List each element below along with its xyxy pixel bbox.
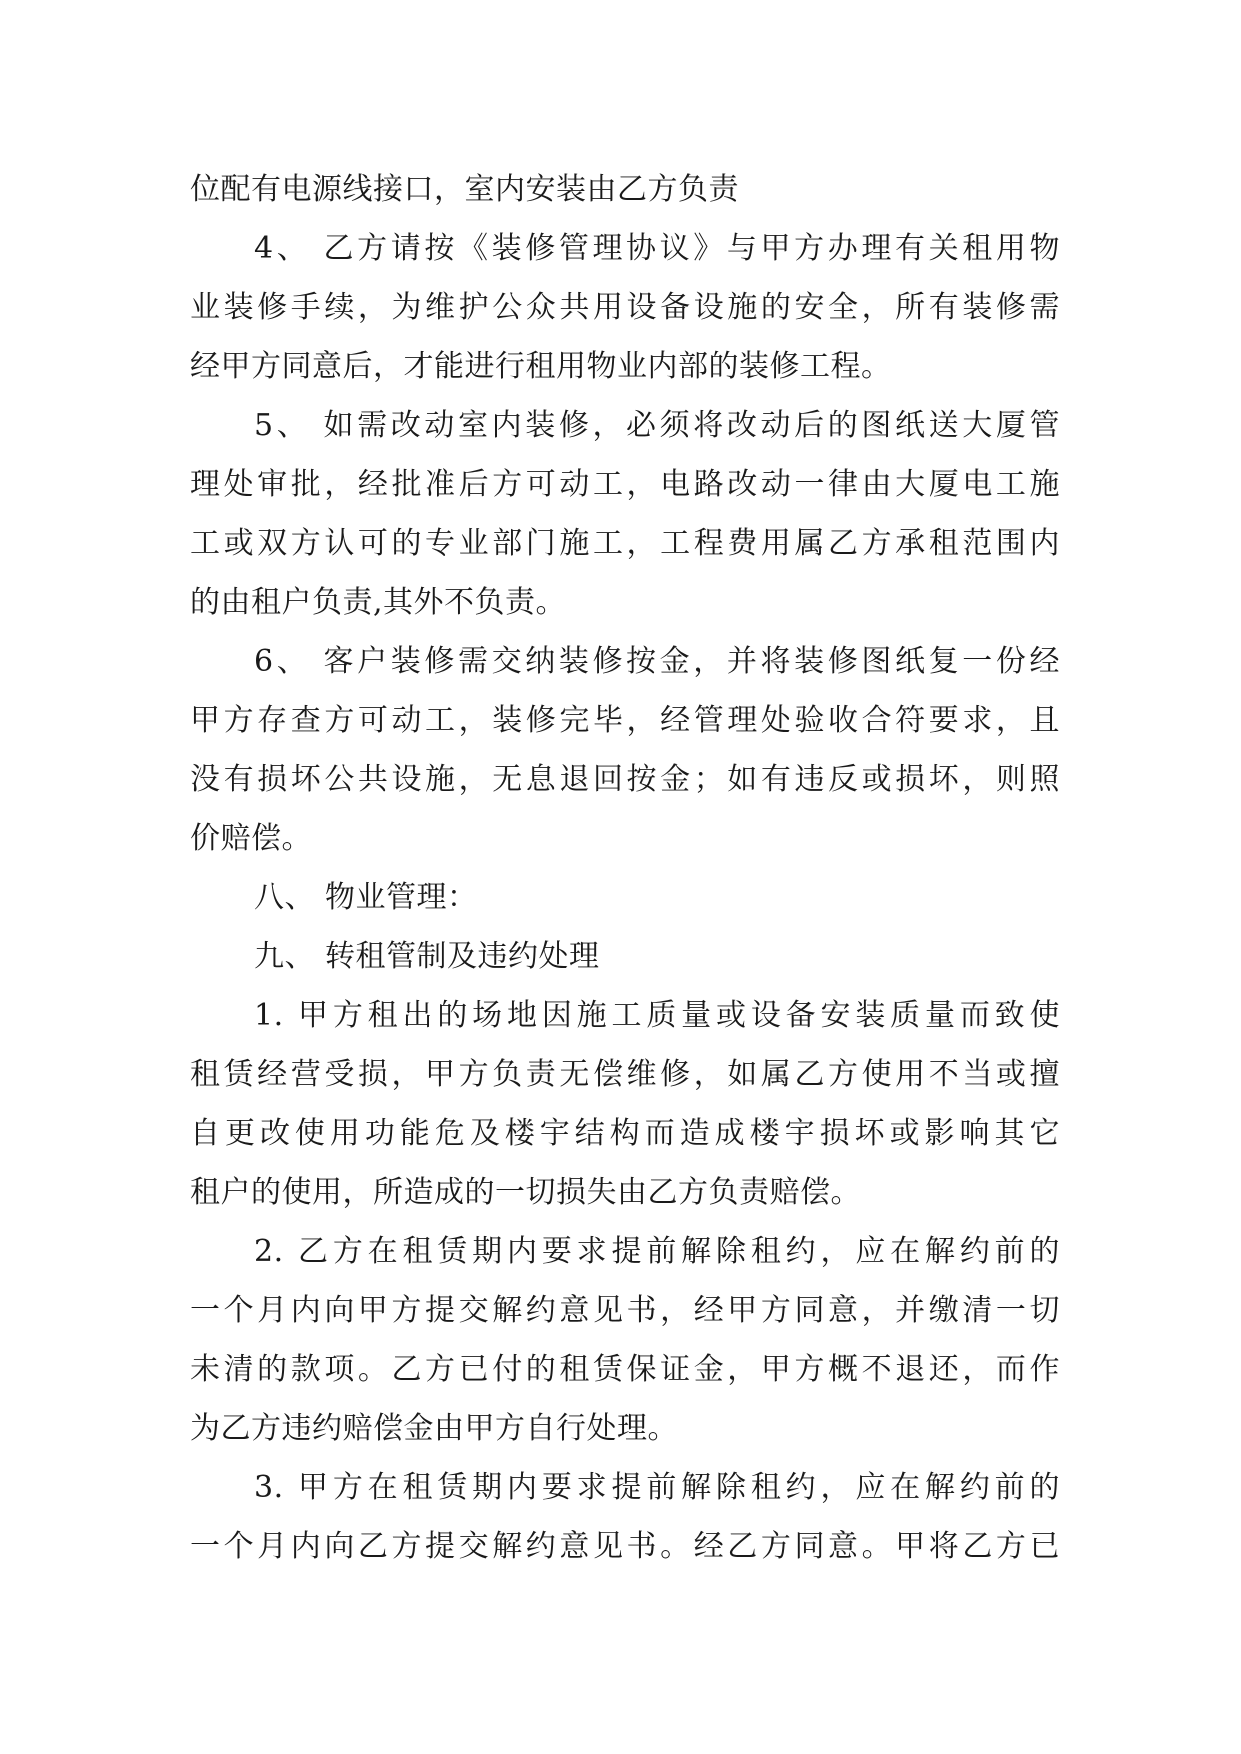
text-line: 的由租户负责,其外不负责。 [190,585,567,620]
text-line: 5、 如需改动室内装修，必须将改动后的图纸送大厦管 [254,408,1060,443]
text-line: 租户的使用，所造成的一切损失由乙方负责赔偿。 [190,1175,861,1210]
text-line: 八、 物业管理： [254,880,478,915]
text-line: 租赁经营受损，甲方负责无偿维修，如属乙方使用不当或擅 [190,1057,1060,1092]
text-line: 2. 乙方在租赁期内要求提前解除租约，应在解约前的 [254,1234,1060,1269]
text-line: 价赔偿。 [190,821,312,856]
text-line: 未清的款项。乙方已付的租赁保证金，甲方概不退还，而作 [190,1352,1060,1387]
text-line: 业装修手续，为维护公众共用设备设施的安全，所有装修需 [190,290,1060,325]
text-line: 6、 客户装修需交纳装修按金，并将装修图纸复一份经 [254,644,1060,679]
text-line: 一个月内向乙方提交解约意见书。经乙方同意。甲将乙方已 [190,1529,1060,1564]
text-line: 位配有电源线接口，室内安装由乙方负责 [190,172,739,207]
text-line: 自更改使用功能危及楼宇结构而造成楼宇损坏或影响其它 [190,1116,1060,1151]
text-line: 甲方存查方可动工，装修完毕，经管理处验收合符要求，且 [190,703,1060,738]
text-line: 一个月内向甲方提交解约意见书，经甲方同意，并缴清一切 [190,1293,1060,1328]
text-line: 1. 甲方租出的场地因施工质量或设备安装质量而致使 [254,998,1060,1033]
document-page [190,160,1060,1576]
text-line: 3. 甲方在租赁期内要求提前解除租约，应在解约前的 [254,1470,1060,1505]
text-line: 工或双方认可的专业部门施工，工程费用属乙方承租范围内 [190,526,1060,561]
text-line: 4、 乙方请按《装修管理协议》与甲方办理有关租用物 [254,231,1060,266]
text-line: 理处审批，经批准后方可动工，电路改动一律由大厦电工施 [190,467,1060,502]
text-line: 为乙方违约赔偿金由甲方自行处理。 [190,1411,678,1446]
text-line: 没有损坏公共设施，无息退回按金；如有违反或损坏，则照 [190,762,1060,797]
text-line: 九、 转租管制及违约处理 [254,939,600,974]
text-line: 经甲方同意后，才能进行租用物业内部的装修工程。 [190,349,892,384]
